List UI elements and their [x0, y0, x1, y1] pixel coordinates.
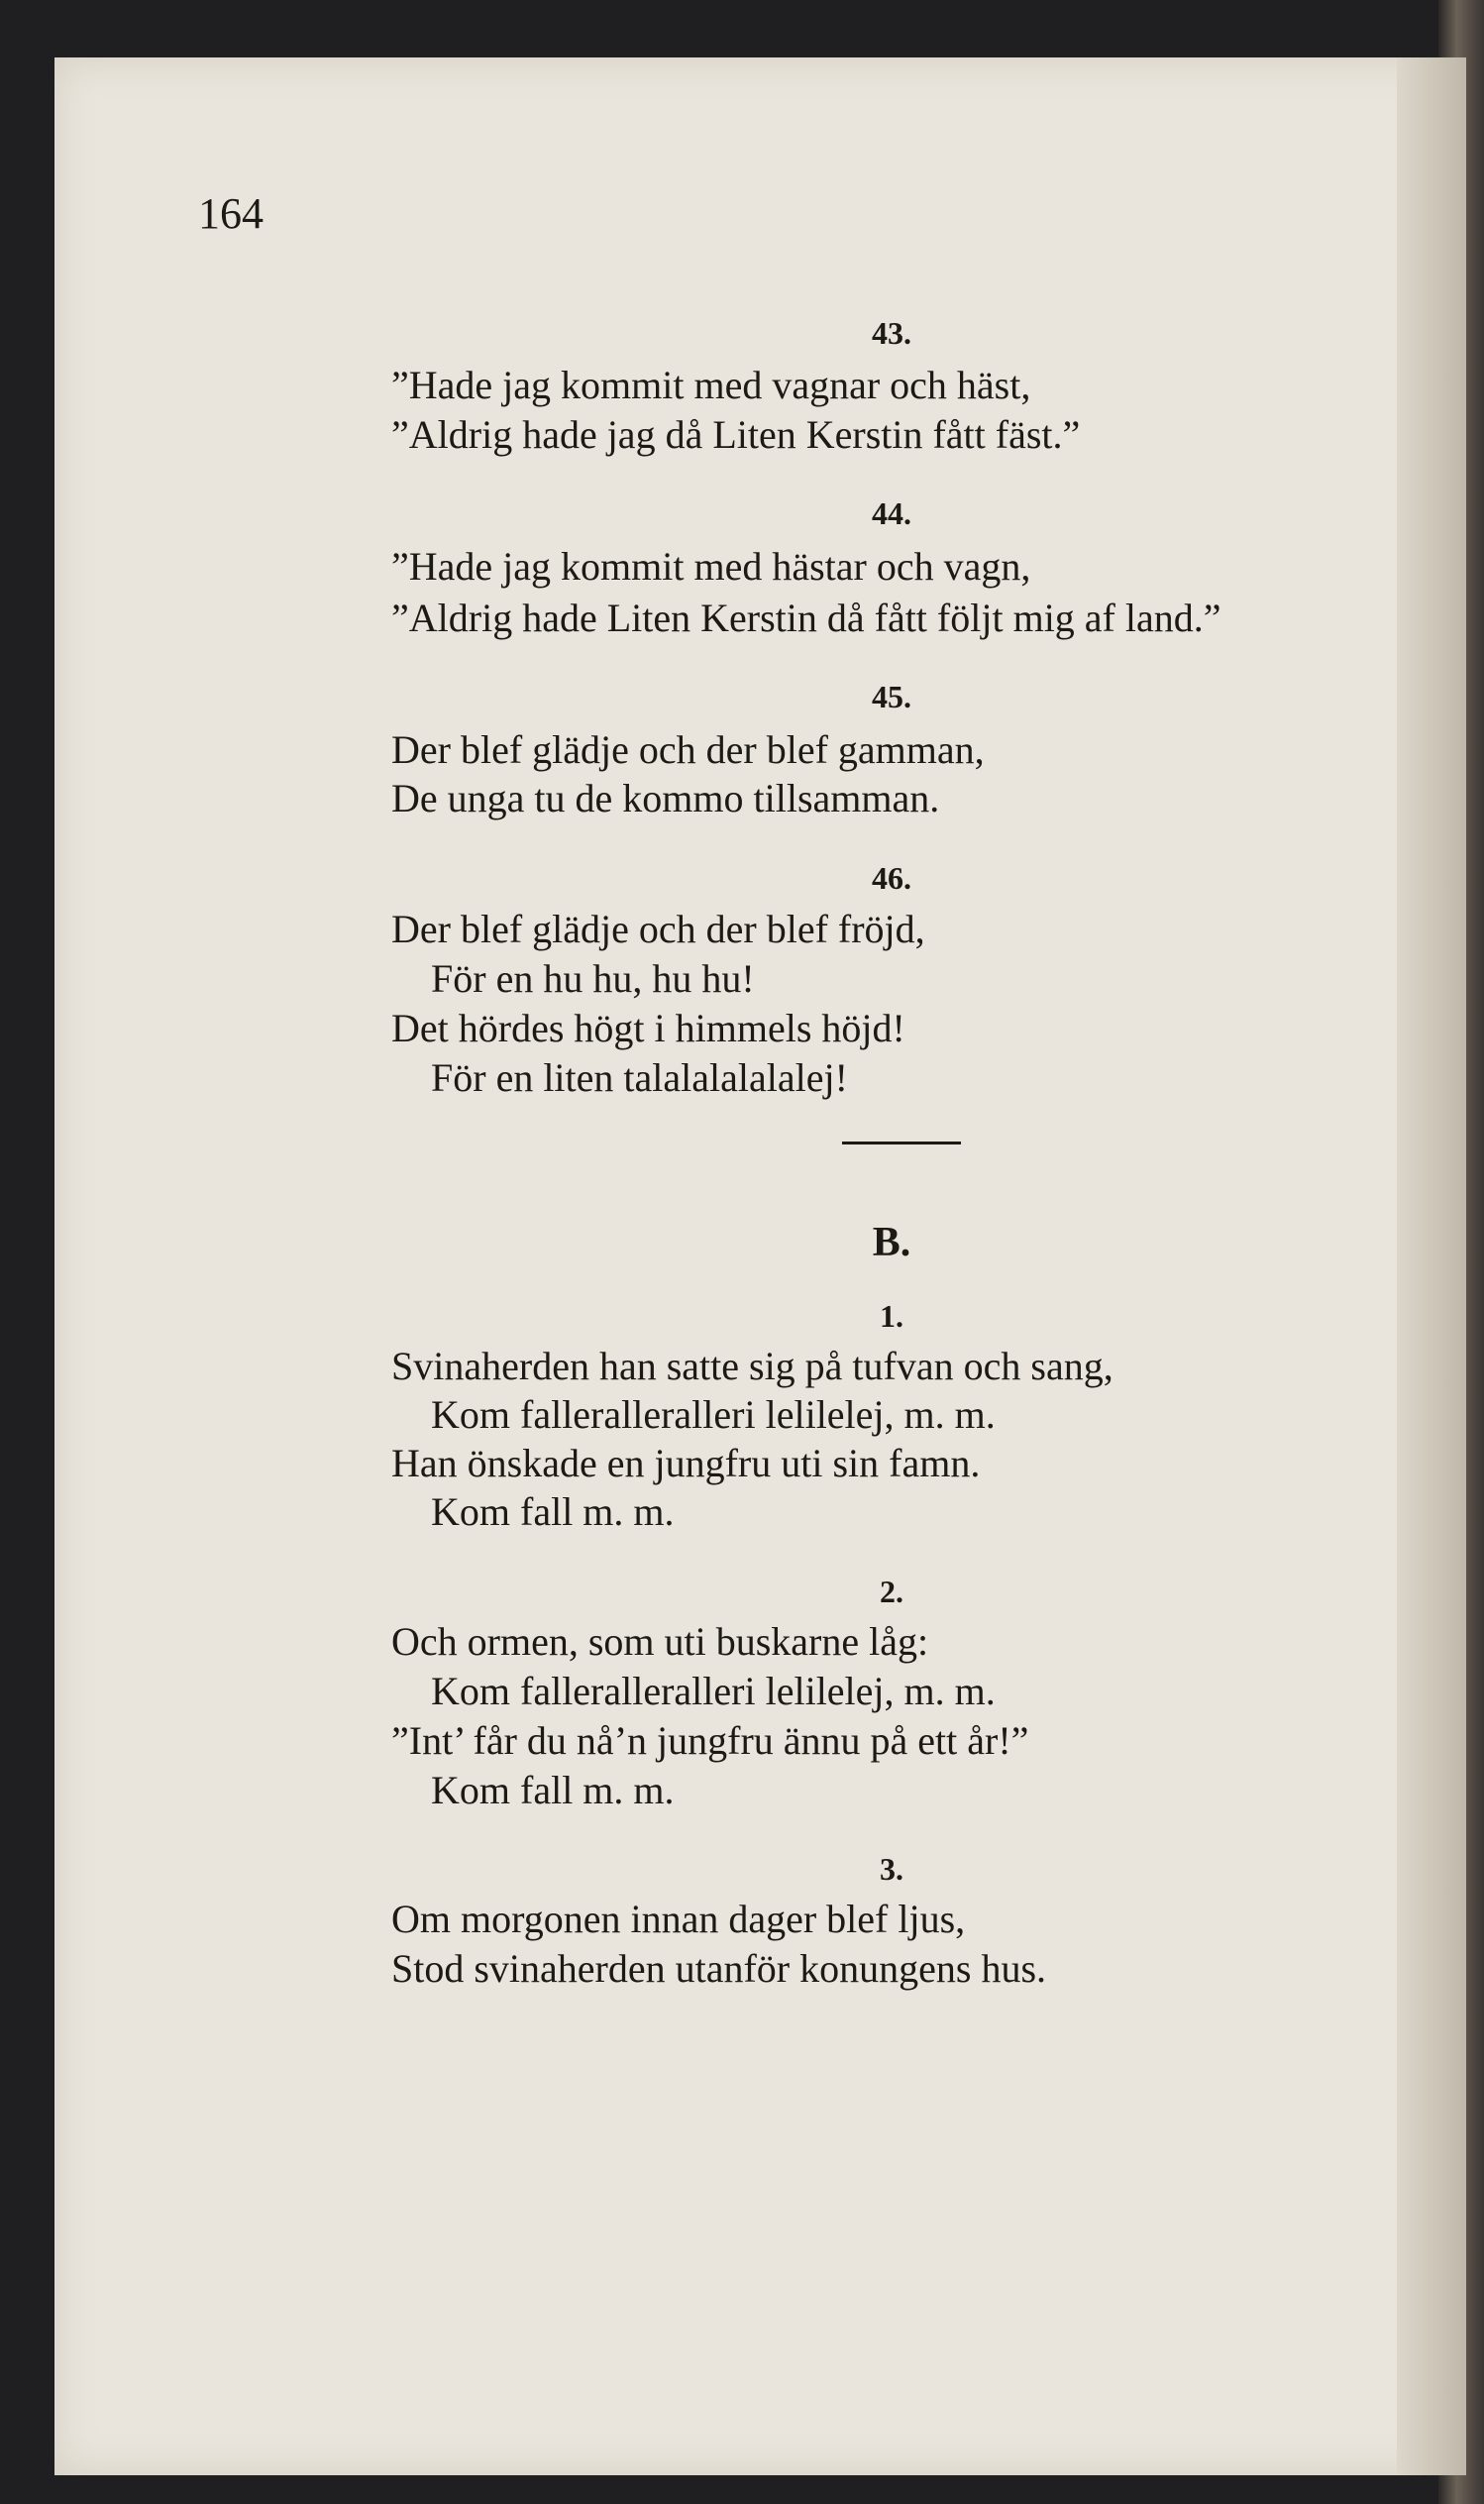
verse-line: För en hu hu, hu hu!	[431, 956, 755, 1001]
stanza-number: 45.	[872, 679, 911, 714]
verse-line: Der blef glädje och der blef gamman,	[391, 727, 985, 772]
verse-line: Och ormen, som uti buskarne låg:	[391, 1619, 929, 1664]
verse-line: Der blef glädje och der blef fröjd,	[391, 907, 925, 951]
stanza-number: 1.	[880, 1298, 903, 1334]
verse-line: För en liten talalalalalalej!	[431, 1055, 848, 1100]
verse-line: ”Hade jag kommit med vagnar och häst,	[391, 363, 1031, 407]
stanza-number: 2.	[880, 1574, 903, 1609]
verse-line: Stod svinaherden utanför konungens hus.	[391, 1946, 1047, 1991]
section-heading: B.	[872, 1220, 911, 1265]
verse-line: Han önskade en jungfru uti sin famn.	[391, 1441, 981, 1485]
verse-line: Kom falleralleralleri lelilelej, m. m.	[431, 1669, 996, 1713]
verse-line: ”Aldrig hade Liten Kerstin då fått följt mig af land.”	[391, 596, 1221, 640]
verse-line: Det hördes högt i himmels höjd!	[391, 1006, 905, 1050]
verse-line: ”Hade jag kommit med hästar och vagn,	[391, 544, 1031, 589]
verse-line: Kom fall m. m.	[431, 1489, 675, 1534]
stanza-number: 3.	[880, 1851, 903, 1887]
verse-line: ”Aldrig hade jag då Liten Kerstin fått fäst.”	[391, 412, 1081, 457]
verse-line: De unga tu de kommo tillsamman.	[391, 776, 940, 820]
stanza-number: 44.	[872, 495, 911, 531]
verse-line: Om morgonen innan dager blef ljus,	[391, 1897, 966, 1941]
verse-line: Svinaherden han satte sig på tufvan och sang,	[391, 1344, 1113, 1388]
stanza-number: 43.	[872, 315, 911, 351]
section-divider	[842, 1142, 961, 1144]
verse-line: ”Int’ får du nå’n jungfru ännu på ett år!”	[391, 1718, 1029, 1763]
verse-line: Kom falleralleralleri lelilelej, m. m.	[431, 1392, 996, 1437]
page-fold	[1397, 57, 1466, 2475]
stanza-number: 46.	[872, 860, 911, 896]
verse-line: Kom fall m. m.	[431, 1768, 675, 1812]
page-number: 164	[198, 189, 264, 238]
